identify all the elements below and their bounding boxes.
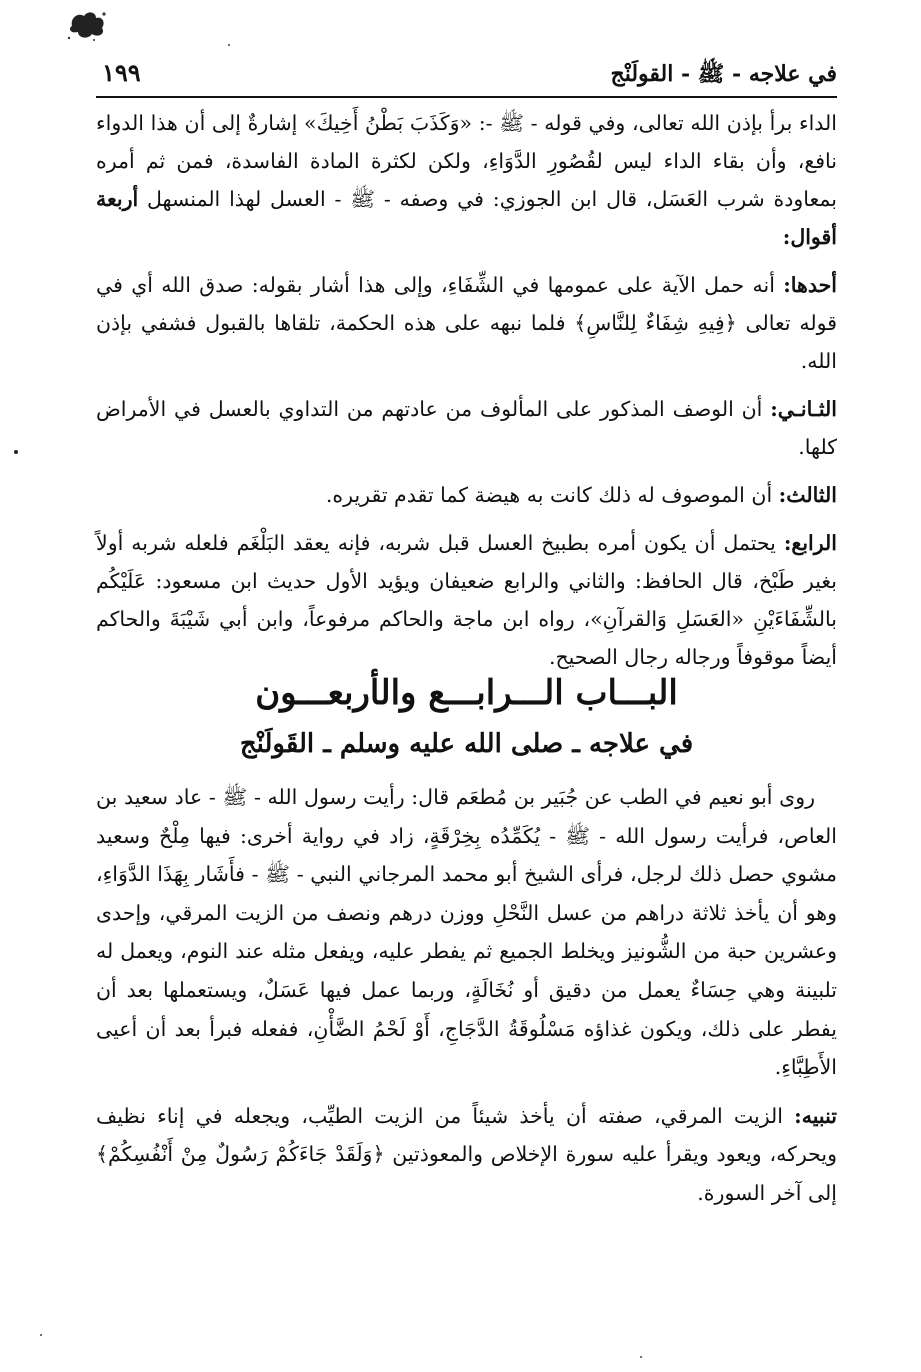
chapter-title: البـــاب الـــرابـــع والأربعـــون xyxy=(255,673,678,713)
paragraph-lead: الرابع: xyxy=(783,531,837,555)
page-header xyxy=(96,52,837,98)
margin-speck xyxy=(640,1356,642,1358)
margin-speck xyxy=(228,44,230,46)
ink-blot-mark xyxy=(66,8,110,42)
paragraph-lead: الثـانـي: xyxy=(770,397,837,421)
paragraph-text: يحتمل أن يكون أمره بطبيخ العسل قبل شربه، فإنه يعقد البَلْغَم فلعله شربه أولاً بغير طَبْخ، قال الحافظ: والثاني والرابع ضعيفان ويؤيد الأول حديث ابن مسعود: عَلَيْكُم بالشِّفَاءَيْنِ «العَسَلِ وَالقرآنِ»، رواه ابن ماجة والحاكم مرفوعاً، وابن أبي شَيْبَةَ والحاكم أيضاً موقوفاً ورجاله رجال الصحيح. xyxy=(96,531,837,669)
paragraph-fourth-opinion xyxy=(96,524,837,676)
margin-speck xyxy=(40,1334,42,1336)
paragraph-first-opinion xyxy=(96,266,837,380)
top-text-block xyxy=(96,104,837,676)
margin-speck xyxy=(14,450,18,454)
paragraph-lead: أحدها: xyxy=(783,273,837,297)
chapter-subtitle: في علاجه ـ صلى الله عليه وسلم ـ القَولَنْج xyxy=(239,729,694,759)
chapter-text-block xyxy=(96,778,837,1223)
running-title: في علاجه - ﷺ - القولَنْج xyxy=(610,61,837,87)
paragraph-intro xyxy=(96,104,837,256)
paragraph-text: أنه حمل الآية على عمومها في الشِّفَاءِ، وإلى هذا أشار بقوله: صدق الله أي في قوله تعالى ﴿فِيهِ شِفَاءٌ لِلنَّاسِ﴾ فلما نبهه على هذه الحكمة، تلقاها بالقبول فشفي بإذن الله. xyxy=(96,273,837,373)
paragraph-text: أن الوصف المذكور على المألوف من عادتهم من التداوي بالعسل في الأمراض كلها. xyxy=(96,397,837,459)
page-number: ١٩٩ xyxy=(102,58,141,87)
paragraph-narration xyxy=(96,778,837,1087)
paragraph-text: الزيت المرقي، صفته أن يأخذ شيئاً من الزيت الطيِّب، ويجعله في إناء نظيف ويحركه، ويعود ويقرأ عليه سورة الإخلاص والمعوذتين ﴿وَلَقَدْ جَاءَكُمْ رَسُولٌ مِنْ أَنْفُسِكُمْ﴾ إلى آخر السورة. xyxy=(96,1103,837,1205)
paragraph-note xyxy=(96,1097,837,1213)
paragraph-lead: تنبيه: xyxy=(794,1103,837,1128)
paragraph-text: الداء برأ بإذن الله تعالى، وفي قوله - ﷺ -: «وَكَذَبَ بَطْنُ أَخِيكَ» إشارةٌ إلى أن هذا الدواء نافع، وأن بقاء الداء ليس لقُصُورِ الدَّوَاءِ، ولكن لكثرة المادة الفاسدة، فمن ثم أمره بمعاودة شرب العَسَل، قال ابن الجوزي: في وصفه - ﷺ - العسل لهذا المنسهل xyxy=(96,111,837,211)
chapter-heading-block xyxy=(96,668,837,766)
paragraph-lead: الثالث: xyxy=(778,483,837,507)
paragraph-text: روى أبو نعيم في الطب عن جُبَير بن مُطعَم قال: رأيت رسول الله - ﷺ - عاد سعيد بن العاص، فرأيت رسول الله - ﷺ - يُكَمِّدُه بِخِرْقَةٍ، زاد في رواية أخرى: فيها مِلْحٌ وسعيد مشوي حصل ذلك لرجل، فرأى الشيخ أبو محمد المرجاني النبي - ﷺ - فأَشَار بِهَذَا الدَّوَاءِ، وهو أن يأخذ ثلاثة دراهم من عسل النَّحْلِ ووزن درهم ونصف من الزيت المرقي، وإحدى وعشرين حبة من الشُّونيز ويخلط الجميع ثم يفطر عليه، ويفعل مثله عند النوم، ويعمل له تلبينة وهي حِسَاءٌ يعمل من دقيق أو نُخَالَةٍ، وربما عمل فيها عَسَلٌ، ويستعملها بعد أن يفطر على ذلك، ويكون غذاؤه مَسْلُوقَةُ الدَّجَاجِ، أَوْ لَحْمُ الضَّأْنِ، ففعله فبرأ بعد أن أعيى الأَطِبَّاءِ. xyxy=(96,785,837,1080)
paragraph-bold-tail: أربعة أقوال: xyxy=(96,187,837,249)
paragraph-third-opinion xyxy=(96,476,837,514)
paragraph-text: أن الموصوف له ذلك كانت به هيضة كما تقدم تقريره. xyxy=(325,483,773,507)
paragraph-second-opinion xyxy=(96,390,837,466)
